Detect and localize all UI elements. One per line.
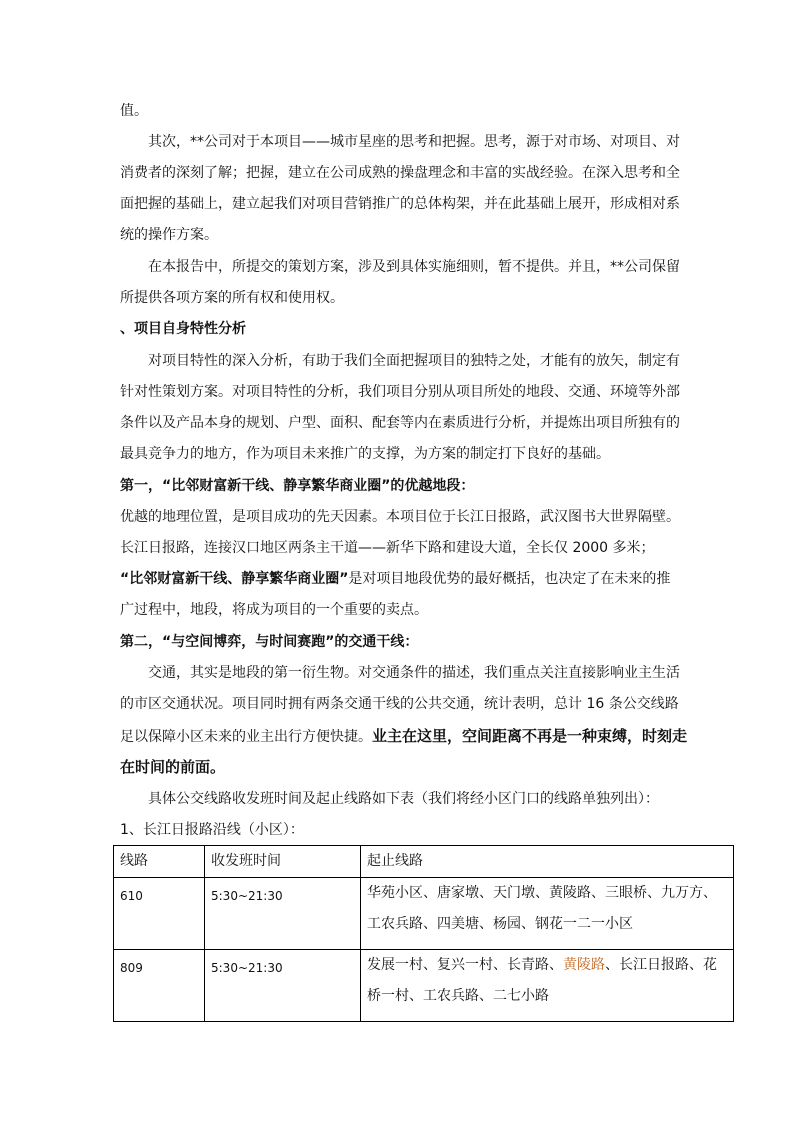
paragraph-line [120, 726, 688, 746]
paragraph-line: 针对性策划方案。对项目特性的分析，我们项目分别从项目所处的地段、交通、环境等外部 [120, 384, 680, 400]
stops-text: 、长江日报路、花桥一村、工农兵路、二七小路 [367, 957, 717, 1004]
route-stops [361, 950, 734, 1022]
subsection-heading: 第二，“与空间博弈，与时间赛跑”的交通干线： [120, 634, 419, 650]
route-number: 809 [114, 950, 205, 1022]
table-row [114, 950, 734, 1022]
table-caption: 1、长江日报路沿线（小区）： [120, 822, 304, 838]
service-time: 5:30~21:30 [205, 950, 361, 1022]
paragraph-line: 的市区交通状况。项目同时拥有两条交通干线的公共交通，统计表明，总计 16 条公交线路 [120, 696, 679, 712]
stops-text: 发展一村、复兴一村、长青路、 [367, 957, 563, 973]
header-stops: 起止线路 [361, 846, 734, 878]
section-heading: 、项目自身特性分析 [120, 321, 246, 337]
paragraph-line: 最具竞争力的地方，作为项目未来推广的支撑，为方案的制定打下良好的基础。 [120, 446, 610, 462]
highlighted-stop: 黄陵路 [563, 957, 605, 973]
paragraph-line: 长江日报路，连接汉口地区两条主干道——新华下路和建设大道，全长仅 2000 多米； [120, 540, 655, 556]
paragraph-line: 在本报告中，所提交的策划方案，涉及到具体实施细则，暂不提供。并且，**公司保留 [148, 259, 680, 275]
header-route: 线路 [114, 846, 205, 878]
route-number: 610 [114, 878, 205, 950]
paragraph-line: 所提供各项方案的所有权和使用权。 [120, 290, 344, 306]
bus-route-table [113, 845, 734, 1022]
route-stops [361, 878, 734, 950]
paragraph-line: 具体公交线路收发班时间及起止线路如下表（我们将经小区门口的线路单独列出）： [148, 791, 659, 807]
slogan-text: “比邻财富新干线、静享繁华商业圈” [120, 571, 349, 587]
emphasis-text: 业主在这里，空间距离不再是一种束缚，时刻走 [372, 727, 688, 745]
paragraph-line: 值。 [120, 103, 148, 119]
emphasis-text: 在时间的前面。 [120, 758, 226, 776]
paragraph-line: 其次，**公司对于本项目——城市星座的思考和把握。思考，源于对市场、对项目、对 [148, 134, 680, 150]
paragraph-line: 对项目特性的深入分析，有助于我们全面把握项目的独特之处，才能有的放矢，制定有 [148, 353, 680, 369]
paragraph-line: 消费者的深刻了解；把握，建立在公司成熟的操盘理念和丰富的实战经验。在深入思考和全 [120, 165, 680, 181]
paragraph-line: 面把握的基础上，建立起我们对项目营销推广的总体构架，并在此基础上展开，形成相对系 [120, 196, 680, 212]
service-time: 5:30~21:30 [205, 878, 361, 950]
paragraph-line: 交通，其实是地段的第一衍生物。对交通条件的描述，我们重点关注直接影响业主生活 [148, 665, 680, 681]
table-header-row [114, 846, 734, 878]
paragraph-line [120, 569, 680, 589]
paragraph-line: 广过程中，地段，将成为项目的一个重要的卖点。 [120, 602, 428, 618]
paragraph-line: 优越的地理位置，是项目成功的先天因素。本项目位于长江日报路，武汉图书大世界隔壁。 [120, 509, 680, 525]
stops-text: 华苑小区、唐家墩、天门墩、黄陵路、三眼桥、九万方、工农兵路、四美塘、杨园、钢花一二一小区 [367, 885, 717, 932]
paragraph-text: 足以保障小区未来的业主出行方便快捷。 [120, 729, 372, 745]
paragraph-text: 是对项目地段优势的最好概括，也决定了在未来的推 [348, 571, 671, 587]
paragraph-line: 条件以及产品本身的规划、户型、面积、配套等内在素质进行分析，并提炼出项目所独有的 [120, 415, 680, 431]
paragraph-line: 统的操作方案。 [120, 227, 218, 243]
header-time: 收发班时间 [205, 846, 361, 878]
table-row [114, 878, 734, 950]
subsection-heading: 第一，“比邻财富新干线、静享繁华商业圈”的优越地段： [120, 478, 475, 494]
